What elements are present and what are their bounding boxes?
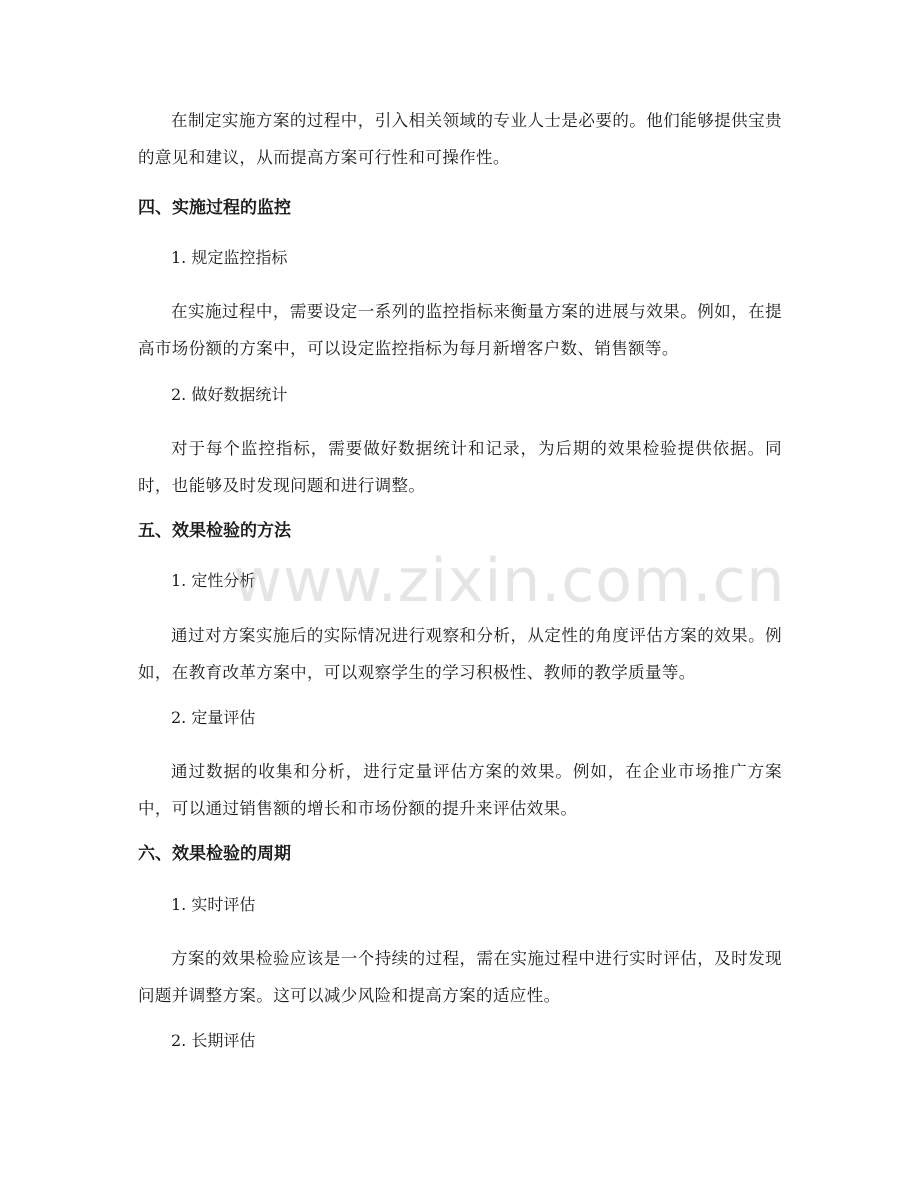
- paragraph-monitoring-indicators: 在实施过程中，需要设定一系列的监控指标来衡量方案的进展与效果。例如，在提高市场份额的方案中，可以设定监控指标为每月新增客户数、销售额等。: [138, 302, 782, 358]
- subheading-monitoring-indicators: 1. 规定监控指标: [171, 248, 288, 267]
- section-heading-cycle: 六、效果检验的周期: [138, 844, 291, 864]
- subheading-longterm: 2. 长期评估: [171, 1031, 256, 1050]
- paragraph-quantitative: 通过数据的收集和分析，进行定量评估方案的效果。例如，在企业市场推广方案中，可以通过销售额的增长和市场份额的提升来评估效果。: [138, 762, 782, 818]
- subheading-quantitative: 2. 定量评估: [171, 708, 256, 727]
- paragraph-realtime: 方案的效果检验应该是一个持续的过程，需在实施过程中进行实时评估，及时发现问题并调整方案。这可以减少风险和提高方案的适应性。: [138, 949, 782, 1005]
- paragraph-qualitative: 通过对方案实施后的实际情况进行观察和分析，从定性的角度评估方案的效果。例如，在教育改革方案中，可以观察学生的学习积极性、教师的教学质量等。: [138, 626, 782, 682]
- intro-paragraph: 在制定实施方案的过程中，引入相关领域的专业人士是必要的。他们能够提供宝贵的意见和建议，从而提高方案可行性和可操作性。: [138, 111, 782, 167]
- watermark-text: www.zixin.com.cn: [233, 546, 786, 616]
- paragraph-data-statistics: 对于每个监控指标，需要做好数据统计和记录，为后期的效果检验提供依据。同时，也能够及时发现问题和进行调整。: [138, 439, 782, 495]
- subheading-realtime: 1. 实时评估: [171, 895, 256, 914]
- section-heading-monitoring: 四、实施过程的监控: [138, 198, 291, 218]
- section-heading-methods: 五、效果检验的方法: [138, 521, 291, 541]
- subheading-data-statistics: 2. 做好数据统计: [171, 385, 288, 404]
- subheading-qualitative: 1. 定性分析: [171, 571, 256, 590]
